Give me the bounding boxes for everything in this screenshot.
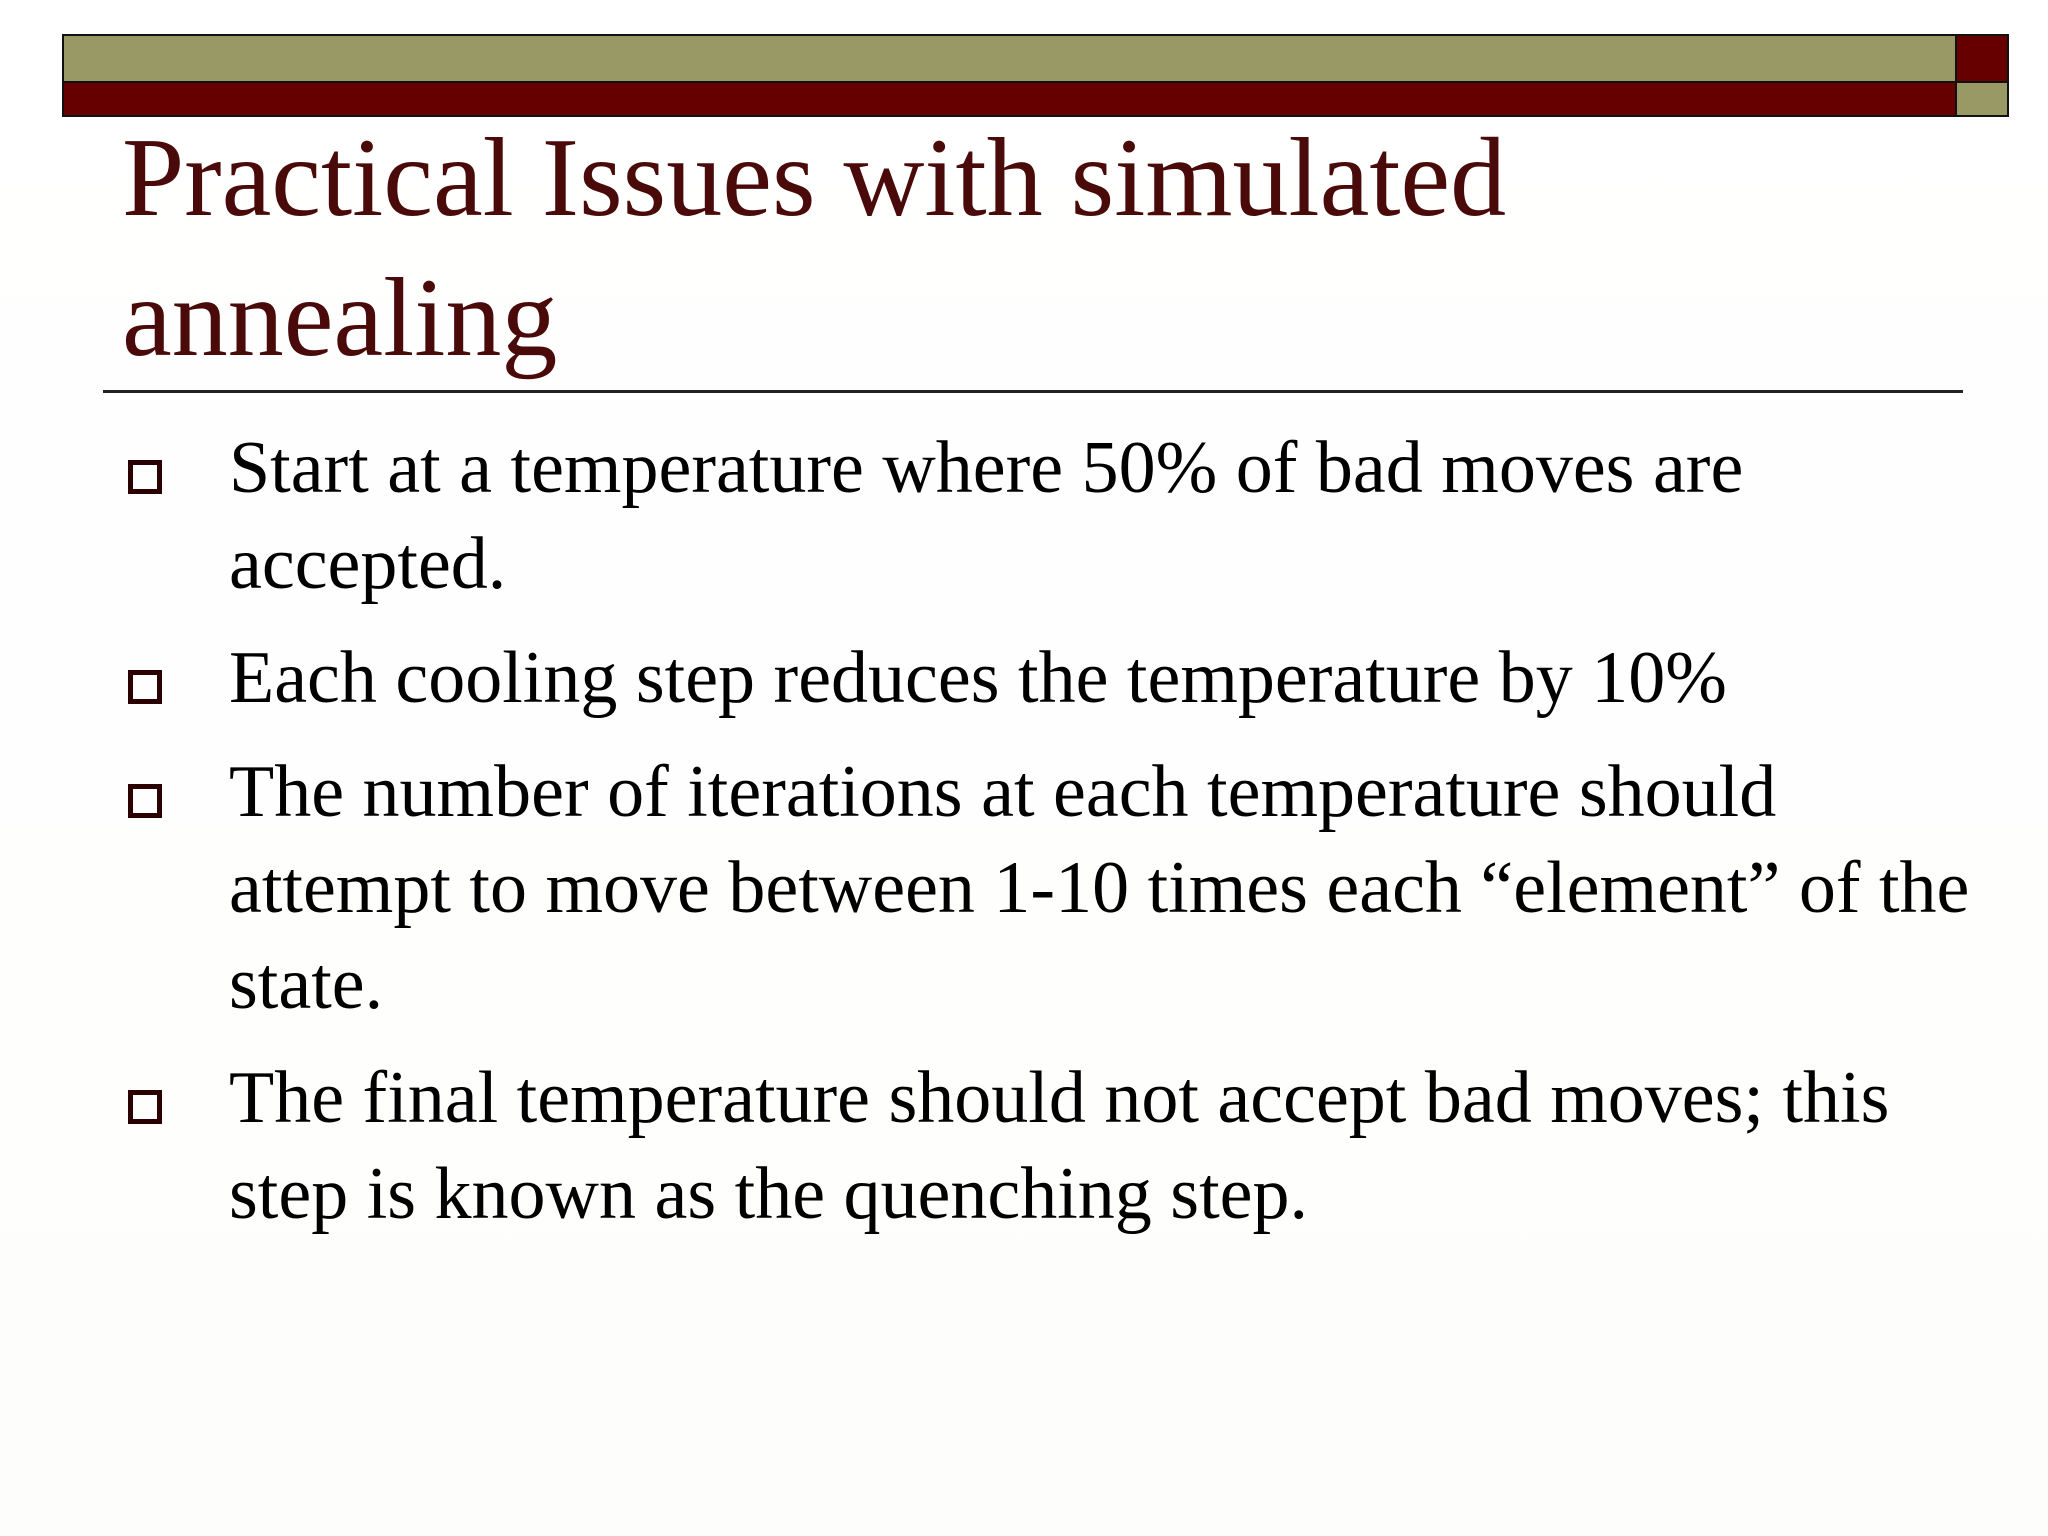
- hollow-square-icon: [128, 1090, 162, 1124]
- header-corner-olive: [1957, 83, 2009, 117]
- bullet-text: Each cooling step reduces the temperature by 10%: [229, 637, 1727, 719]
- bullet-item: [0, 744, 2048, 1032]
- slide-title: Practical Issues with simulated annealing: [122, 116, 1507, 380]
- header-corner-red: [1957, 34, 2009, 83]
- hollow-square-icon: [128, 460, 162, 494]
- bullet-text: Start at a temperature where 50% of bad moves are accepted.: [229, 427, 1744, 605]
- bullet-item: [0, 1050, 2048, 1242]
- hollow-square-icon: [128, 784, 162, 818]
- bullet-text: The number of iterations at each temperature should attempt to move between 1-10 times each “element” of the state.: [229, 751, 1970, 1025]
- bullet-item: [0, 630, 2048, 726]
- hollow-square-icon: [128, 670, 162, 704]
- header-band-olive: [62, 34, 1957, 83]
- bullet-list: [0, 420, 2048, 1260]
- bullet-item: [0, 420, 2048, 612]
- title-divider: [103, 390, 1963, 393]
- bullet-text: The final temperature should not accept bad moves; this step is known as the quenching step.: [229, 1057, 1890, 1235]
